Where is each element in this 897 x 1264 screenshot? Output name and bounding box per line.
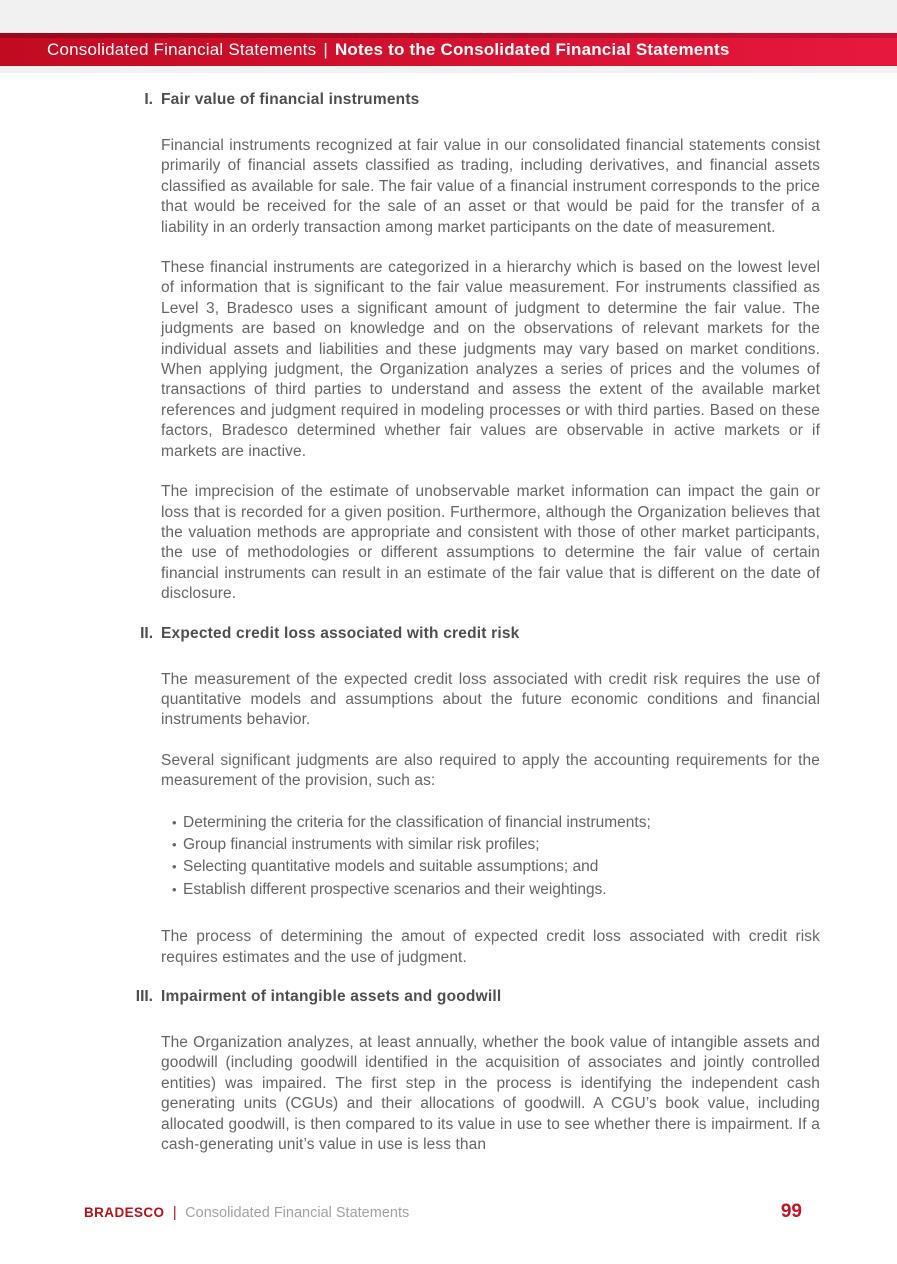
section-heading: [125, 988, 820, 1005]
paragraph: The imprecision of the estimate of unobservable market information can impact the gain or loss that is recorded for a given position. Furthermore, although the Organization believes that the valuation methods are appropriate and consistent with those of other market participants, the use of methodologies or different assumptions to determine the fair value of certain financial instruments can result in an estimate of the fair value that is different on the date of disclosure.: [161, 483, 820, 603]
bullet-item: • Establish different prospective scenarios and their weightings.: [172, 879, 820, 901]
banner-section-label: Consolidated Financial Statements: [47, 39, 317, 59]
section-title: Fair value of financial instruments: [161, 91, 420, 108]
paragraph: These financial instruments are categorized in a hierarchy which is based on the lowest level of information that is significant to the fair value measurement. For instruments classified as Level 3, Bradesco uses a significant amount of judgment to determine the fair value. The judgments are based on knowledge and on the observations of relevant markets for the individual assets and liabilities and these judgments may vary based on market conditions. When applying judgment, the Organization analyzes a series of prices and the volumes of transactions of third parties to understand and assess the extent of the available market references and judgment required in modeling processes or with third parties. Based on these factors, Bradesco determined whether fair values are observable in active markets or if markets are inactive.: [161, 259, 820, 460]
bullet-list: [161, 812, 820, 902]
paragraph: Several significant judgments are also required to apply the accounting requirements for the measurement of the provision, such as:: [161, 751, 820, 790]
section-expected-credit-loss: [125, 625, 820, 968]
page-top-margin: [0, 0, 897, 33]
footer-separator: |: [172, 1205, 177, 1221]
bullet-item: • Selecting quantitative models and suitable assumptions; and: [172, 856, 820, 878]
section-heading: [125, 625, 820, 642]
footer-brand-line: [84, 1204, 409, 1222]
paragraph: The measurement of the expected credit loss associated with credit risk requires the use of quantitative models and assumptions about the future economic conditions and financial instruments behavior.: [161, 670, 820, 729]
section-impairment-of-intangible-assets: [125, 988, 820, 1155]
page-number: 99: [780, 1201, 802, 1222]
bullet-item: • Determining the criteria for the classification of financial instruments;: [172, 812, 820, 834]
section-number: III.: [135, 988, 153, 1005]
footer-document-label: Consolidated Financial Statements: [185, 1205, 410, 1221]
paragraph: Financial instruments recognized at fair value in our consolidated financial statements consist primarily of financial assets classified as trading, including derivatives, and financial assets classified as available for sale. The fair value of a financial instrument corresponds to the price that would be received for the sale of an asset or that would be paid for the transfer of a liability in an orderly transaction among market participants on the date of measurement.: [161, 137, 820, 236]
section-body: [161, 1033, 820, 1155]
banner-bottom-margin: [0, 66, 897, 73]
brand-name: BRADESCO: [84, 1205, 165, 1220]
section-heading: [125, 91, 820, 108]
banner-separator: |: [323, 39, 328, 59]
paragraph: The Organization analyzes, at least annually, whether the book value of intangible assets and goodwill (including goodwill identified in the acquisition of associates and jointly controlled entities) was impaired. The first step in the process is identifying the independent cash generating units (CGUs) and their allocations of goodwill. A CGU’s book value, including allocated goodwill, is then compared to its value in use to see whether there is impairment. If a cash-generating unit’s value in use is less than: [161, 1034, 820, 1154]
section-body: [161, 670, 820, 968]
bullet-item: • Group financial instruments with similar risk profiles;: [172, 834, 820, 856]
section-body: [161, 136, 820, 605]
paragraph: The process of determining the amout of expected credit loss associated with credit risk requires estimates and the use of judgment.: [161, 928, 820, 966]
document-body: [0, 73, 897, 1155]
section-number: I.: [144, 91, 153, 108]
section-number: II.: [140, 624, 153, 642]
section-fair-value-of-financial-instruments: [125, 91, 820, 605]
section-title: Expected credit loss associated with credit risk: [161, 624, 520, 642]
header-banner: [0, 33, 897, 66]
page-footer: [84, 1201, 802, 1223]
section-title: Impairment of intangible assets and goodwill: [161, 988, 502, 1005]
banner-subsection-label: Notes to the Consolidated Financial Statements: [334, 39, 730, 59]
